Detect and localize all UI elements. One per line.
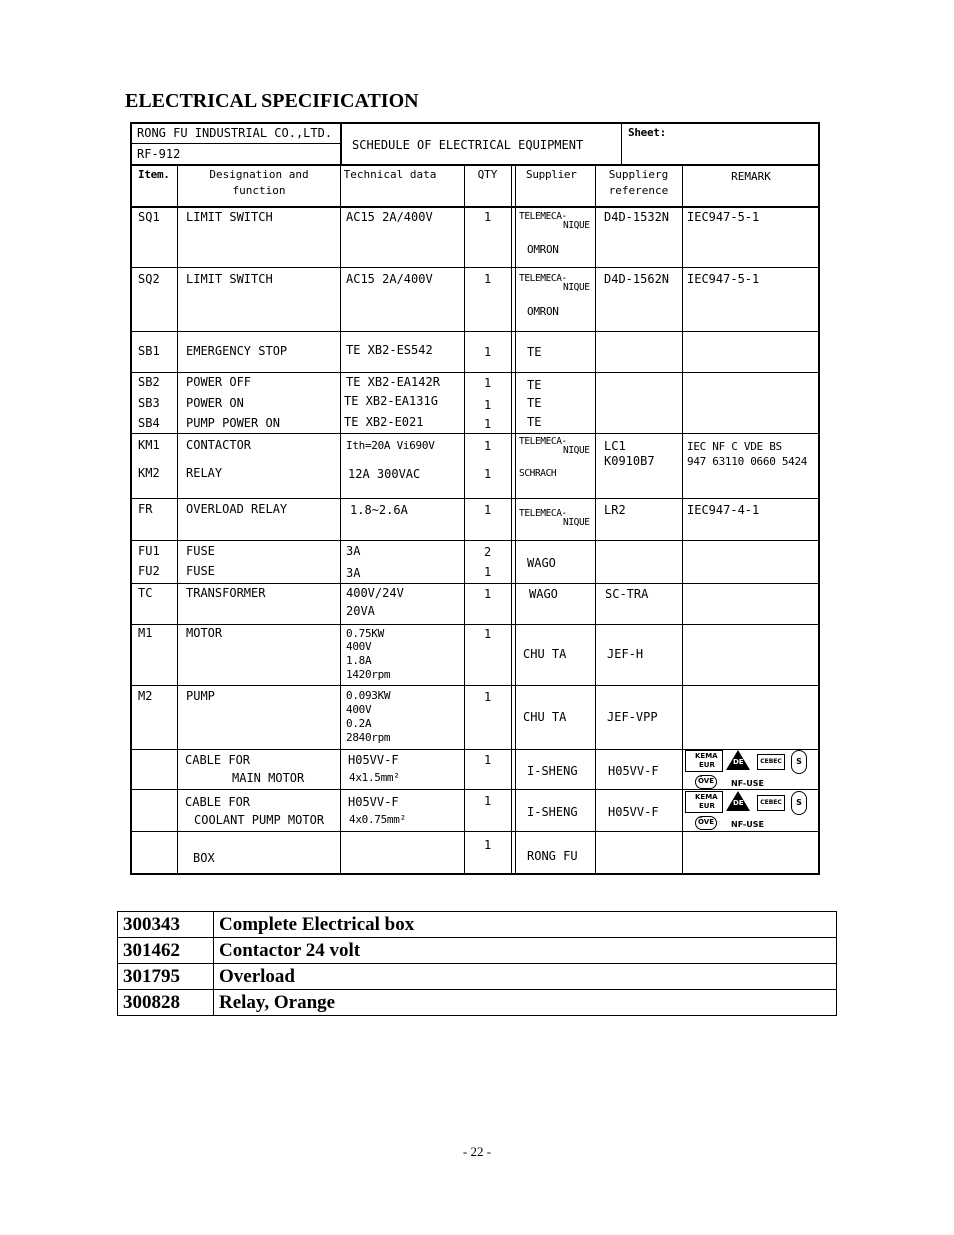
designation-m2: PUMP <box>186 689 215 703</box>
table-row <box>118 964 837 990</box>
ref-fr: LR2 <box>604 503 626 517</box>
remark-sq1: IEC947-5-1 <box>687 210 760 224</box>
ref-km2: K0910B7 <box>604 454 655 468</box>
remark-km1-2: 947 63110 0660 5424 <box>687 455 808 468</box>
qty-fu2: 1 <box>484 565 492 579</box>
designation-cable2-2: COOLANT PUMP MOTOR <box>194 813 325 827</box>
de-label: DE <box>733 799 744 807</box>
item-sb2: SB2 <box>138 375 160 389</box>
technical-m2-3: 0.2A <box>346 717 372 730</box>
row-line <box>130 583 820 584</box>
title-divider-1 <box>130 143 340 144</box>
col-line-4b <box>515 164 516 874</box>
qty-sb1: 1 <box>484 345 492 359</box>
item-sb1: SB1 <box>138 344 160 358</box>
remark-fr: IEC947-4-1 <box>687 503 760 517</box>
header-technical: Technical data <box>343 168 437 181</box>
schedule-of-electrical-equipment <box>130 122 820 875</box>
model-number: RF-912 <box>137 147 181 161</box>
supplier-tc: WAGO <box>529 587 558 601</box>
part-number: 300343 <box>118 912 214 938</box>
ref-km1: LC1 <box>604 439 626 453</box>
qty-cable2: 1 <box>484 794 492 808</box>
item-fr: FR <box>138 502 153 516</box>
technical-tc-1: 400V/24V <box>346 586 404 600</box>
supplier-box: RONG FU <box>527 849 578 863</box>
qty-km2: 1 <box>484 467 492 481</box>
technical-m2-2: 400V <box>346 703 372 716</box>
part-description: Complete Electrical box <box>214 912 837 938</box>
designation-fr: OVERLOAD RELAY <box>186 502 288 516</box>
designation-fu1: FUSE <box>186 544 215 558</box>
kema-keur-mark <box>685 750 723 772</box>
supplier-cable1: I-SHENG <box>527 764 578 778</box>
row-line <box>130 685 820 686</box>
row-line <box>130 433 820 434</box>
supplier-sq1-1: TELEMECA- <box>519 211 567 222</box>
designation-tc: TRANSFORMER <box>186 586 266 600</box>
header-remark: REMARK <box>731 170 771 183</box>
title-divider-3 <box>621 122 622 164</box>
header-item: Item. <box>138 168 170 181</box>
item-sq2: SQ2 <box>138 272 160 286</box>
col-line-3 <box>464 164 465 874</box>
col-line-5 <box>595 164 596 874</box>
supplier-cable2: I-SHENG <box>527 805 578 819</box>
qty-m1: 1 <box>484 627 492 641</box>
designation-box: BOX <box>193 851 215 865</box>
ref-cable2: H05VV-F <box>608 805 659 819</box>
supplier-sb3: TE <box>527 396 542 410</box>
technical-cable1-2: 4x1.5mm² <box>349 771 400 784</box>
technical-km2: 12A 300VAC <box>348 467 421 481</box>
designation-cable1-1: CABLE FOR <box>185 753 251 767</box>
row-line <box>130 331 820 332</box>
technical-m1-2: 400V <box>346 640 372 653</box>
designation-cable2-1: CABLE FOR <box>185 795 251 809</box>
item-fu2: FU2 <box>138 564 160 578</box>
ove-mark <box>695 775 717 789</box>
technical-sq1: AC15 2A/400V <box>346 210 433 224</box>
technical-m2-1: 0.093KW <box>346 689 391 702</box>
header-designation-1: Designation and <box>209 168 309 181</box>
cebec-label: CEBEC <box>760 758 782 765</box>
row-line <box>130 540 820 541</box>
supplier-fr-2: NIQUE <box>563 517 590 528</box>
item-sb4: SB4 <box>138 416 160 430</box>
qty-sb2: 1 <box>484 376 492 390</box>
company-name: RONG FU INDUSTRIAL CO.,LTD. <box>137 126 333 140</box>
cebec-mark <box>757 754 785 770</box>
de-mark <box>726 791 750 811</box>
designation-sb2: POWER OFF <box>186 375 252 389</box>
ref-m2: JEF-VPP <box>607 710 658 724</box>
table-row <box>118 912 837 938</box>
ref-m1: JEF-H <box>607 647 644 661</box>
designation-sb1: EMERGENCY STOP <box>186 344 288 358</box>
item-m1: M1 <box>138 626 153 640</box>
qty-cable1: 1 <box>484 753 492 767</box>
designation-fu2: FUSE <box>186 564 215 578</box>
technical-fu2: 3A <box>346 566 361 580</box>
supplier-fr-1: TELEMECA- <box>519 508 567 519</box>
kema-label: KEMA <box>695 793 718 801</box>
qty-m2: 1 <box>484 690 492 704</box>
item-fu1: FU1 <box>138 544 160 558</box>
supplier-m1: CHU TA <box>523 647 567 661</box>
technical-cable1-1: H05VV-F <box>348 753 399 767</box>
row-line <box>130 372 820 373</box>
technical-fr: 1.8~2.6A <box>350 503 408 517</box>
qty-sq1: 1 <box>484 210 492 224</box>
technical-cable2-2: 4x0.75mm² <box>349 813 406 826</box>
designation-sq2: LIMIT SWITCH <box>186 272 273 286</box>
technical-m1-1: 0.75KW <box>346 627 384 640</box>
item-km2: KM2 <box>138 466 160 480</box>
part-description: Contactor 24 volt <box>214 938 837 964</box>
header-designation-2: function <box>232 184 286 197</box>
col-line-4a <box>511 164 512 874</box>
qty-sb4: 1 <box>484 417 492 431</box>
technical-m1-4: 1420rpm <box>346 668 391 681</box>
s-label: S <box>796 798 802 807</box>
supplier-sq2-1: TELEMECA- <box>519 273 567 284</box>
part-description: Relay, Orange <box>214 990 837 1016</box>
s-mark <box>791 791 807 815</box>
schedule-title: SCHEDULE OF ELECTRICAL EQUIPMENT <box>352 138 584 152</box>
technical-m1-3: 1.8A <box>346 654 372 667</box>
cebec-label: CEBEC <box>760 799 782 806</box>
item-m2: M2 <box>138 689 153 703</box>
keur-label: EUR <box>699 802 715 810</box>
ref-tc: SC-TRA <box>605 587 649 601</box>
s-label: S <box>796 757 802 766</box>
supplier-sb1: TE <box>527 345 542 359</box>
de-label: DE <box>733 758 744 766</box>
technical-cable2-1: H05VV-F <box>348 795 399 809</box>
supplier-sb2: TE <box>527 378 542 392</box>
designation-sb4: PUMP POWER ON <box>186 416 280 430</box>
certification-marks-cable1 <box>685 750 815 790</box>
designation-sq1: LIMIT SWITCH <box>186 210 273 224</box>
table-row <box>118 990 837 1016</box>
header-top-line <box>130 164 820 166</box>
ref-cable1: H05VV-F <box>608 764 659 778</box>
row-line <box>130 267 820 268</box>
qty-sq2: 1 <box>484 272 492 286</box>
supplier-sq1-2: NIQUE <box>563 220 590 231</box>
supplier-sb4: TE <box>527 415 542 429</box>
ove-mark <box>695 816 717 830</box>
qty-box: 1 <box>484 838 492 852</box>
item-sq1: SQ1 <box>138 210 160 224</box>
title-divider-2 <box>340 122 342 164</box>
qty-fr: 1 <box>484 503 492 517</box>
row-line <box>130 624 820 625</box>
remark-sq2: IEC947-5-1 <box>687 272 760 286</box>
certification-marks-cable2 <box>685 791 815 831</box>
part-number: 301462 <box>118 938 214 964</box>
table-row <box>118 938 837 964</box>
sheet-label: Sheet: <box>628 126 666 139</box>
supplier-m2: CHU TA <box>523 710 567 724</box>
header-bottom-line <box>130 206 820 208</box>
row-line <box>130 498 820 499</box>
col-line-6 <box>682 164 683 874</box>
ove-label: ÖVE <box>698 777 714 785</box>
technical-km1: Ith=20A Vi690V <box>346 439 435 452</box>
item-tc: TC <box>138 586 153 600</box>
qty-tc: 1 <box>484 587 492 601</box>
designation-km1: CONTACTOR <box>186 438 252 452</box>
technical-tc-2: 20VA <box>346 604 375 618</box>
kema-label: KEMA <box>695 752 718 760</box>
header-supplier-ref-2: reference <box>608 184 669 197</box>
ove-label: ÖVE <box>698 818 714 826</box>
col-line-2 <box>340 164 341 874</box>
nf-use-label: NF-USE <box>731 779 764 788</box>
qty-fu1: 2 <box>484 545 492 559</box>
designation-km2: RELAY <box>186 466 223 480</box>
technical-sb4: TE XB2-E021 <box>344 415 424 429</box>
header-supplier-ref-1: Supplierg <box>608 168 669 181</box>
supplier-km1-2: NIQUE <box>563 445 590 456</box>
technical-sb3: TE XB2-EA131G <box>344 394 438 408</box>
supplier-fu: WAGO <box>527 556 556 570</box>
de-mark <box>726 750 750 770</box>
technical-fu1: 3A <box>346 544 361 558</box>
supplier-sq2-2: NIQUE <box>563 282 590 293</box>
remark-km1-1: IEC NF C VDE BS <box>687 440 782 453</box>
header-qty: QTY <box>477 168 498 181</box>
row-line <box>130 831 820 832</box>
supplier-km1-1: TELEMECA- <box>519 436 567 447</box>
designation-m1: MOTOR <box>186 626 223 640</box>
frame-top <box>130 122 820 124</box>
designation-cable1-2: MAIN MOTOR <box>232 771 305 785</box>
item-sb3: SB3 <box>138 396 160 410</box>
header-supplier: Supplier <box>526 168 577 181</box>
technical-sq2: AC15 2A/400V <box>346 272 433 286</box>
kema-keur-mark <box>685 791 723 813</box>
part-description: Overload <box>214 964 837 990</box>
col-line-1 <box>177 164 178 874</box>
technical-sb1: TE XB2-ES542 <box>346 343 433 357</box>
ref-sq2: D4D-1562N <box>604 272 670 286</box>
keur-label: EUR <box>699 761 715 769</box>
frame-bottom <box>130 873 820 875</box>
part-number: 301795 <box>118 964 214 990</box>
supplier-sq1-3: OMRON <box>527 243 559 256</box>
designation-sb3: POWER ON <box>186 396 244 410</box>
s-mark <box>791 750 807 774</box>
page-number: - 22 - <box>462 1144 492 1159</box>
parts-table <box>117 911 837 1016</box>
qty-sb3: 1 <box>484 398 492 412</box>
technical-sb2: TE XB2-EA142R <box>346 375 440 389</box>
item-km1: KM1 <box>138 438 160 452</box>
part-number: 300828 <box>118 990 214 1016</box>
ref-sq1: D4D-1532N <box>604 210 670 224</box>
qty-km1: 1 <box>484 439 492 453</box>
supplier-km2: SCHRACH <box>519 468 557 479</box>
technical-m2-4: 2840rpm <box>346 731 391 744</box>
nf-use-label: NF-USE <box>731 820 764 829</box>
page-heading: ELECTRICAL SPECIFICATION <box>125 90 419 112</box>
cebec-mark <box>757 795 785 811</box>
supplier-sq2-3: OMRON <box>527 305 559 318</box>
